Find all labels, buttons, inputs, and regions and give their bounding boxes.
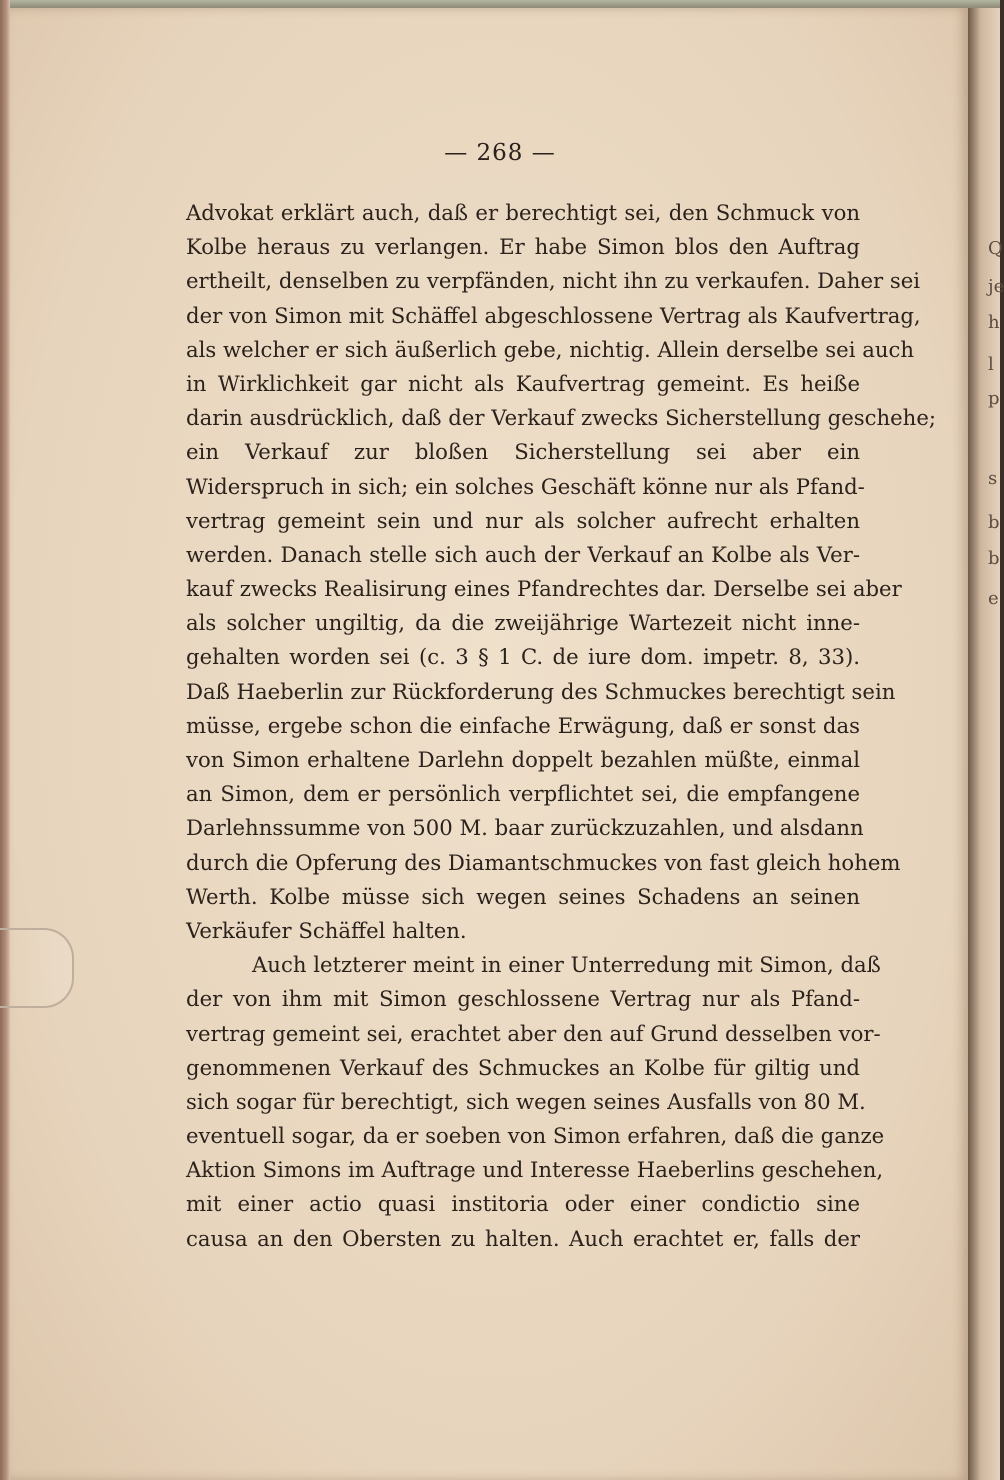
- text-line: an Simon, dem er persönlich verpflichtet sei, die empfangene: [186, 781, 860, 807]
- margin-fragment: p: [988, 388, 1000, 409]
- text-line: ein Verkauf zur bloßen Sicherstellung sei aber ein: [186, 439, 860, 465]
- text-line: als solcher ungiltig, da die zweijährige Wartezeit nicht inne-: [186, 610, 860, 636]
- text-line: vertrag gemeint sei, erachtet aber den auf Grund desselben vor-: [186, 1020, 881, 1046]
- text-line: Daß Haeberlin zur Rückforderung des Schmuckes berechtigt sein: [186, 678, 896, 704]
- text-line: eventuell sogar, da er soeben von Simon erfahren, daß die ganze: [186, 1123, 885, 1149]
- page-stack-edge: [0, 0, 10, 1480]
- margin-fragment: Q: [988, 238, 1003, 259]
- text-line: in Wirklichkeit gar nicht als Kaufvertrag gemeint. Es heiße: [186, 370, 860, 396]
- margin-fragment: l: [988, 354, 994, 375]
- text-line: kauf zwecks Realisirung eines Pfandrechtes dar. Derselbe sei aber: [186, 576, 902, 602]
- margin-fragment: je: [988, 276, 1004, 297]
- text-line: vertrag gemeint sein und nur als solcher aufrecht erhalten: [186, 507, 860, 533]
- text-line: gehalten worden sei (c. 3 § 1 C. de iure dom. impetr. 8, 33).: [186, 644, 860, 670]
- margin-fragment: e: [988, 588, 999, 609]
- text-line: müsse, ergebe schon die einfache Erwägung, daß er sonst das: [186, 712, 860, 738]
- margin-fragment: s: [988, 468, 998, 489]
- page-clip-tab: [0, 928, 74, 1008]
- text-line: Widerspruch in sich; ein solches Geschäft könne nur als Pfand-: [186, 473, 865, 499]
- text-line: der von Simon mit Schäffel abgeschlossene Vertrag als Kaufvertrag,: [186, 302, 921, 328]
- text-line: werden. Danach stelle sich auch der Verkauf an Kolbe als Ver-: [186, 541, 860, 567]
- text-line: Verkäufer Schäffel halten.: [186, 917, 467, 943]
- margin-fragment: h: [988, 312, 1000, 333]
- text-line: darin ausdrücklich, daß der Verkauf zwecks Sicherstellung geschehe;: [186, 405, 937, 431]
- text-line: genommenen Verkauf des Schmuckes an Kolbe für giltig und: [186, 1054, 860, 1080]
- text-line: Darlehnssumme von 500 M. baar zurückzuzahlen, und alsdann: [186, 815, 864, 841]
- text-line: causa an den Obersten zu halten. Auch erachtet er, falls der: [186, 1225, 860, 1251]
- page-number: — 268 —: [444, 140, 556, 166]
- margin-fragment: b: [988, 512, 1000, 533]
- text-line: ertheilt, denselben zu verpfänden, nicht ihn zu verkaufen. Daher sei: [186, 268, 921, 294]
- body-text: [186, 196, 937, 1256]
- text-line: Werth. Kolbe müsse sich wegen seines Schadens an seinen: [186, 883, 860, 909]
- text-line: von Simon erhaltene Darlehn doppelt bezahlen müßte, einmal: [186, 747, 860, 772]
- text-line: Auch letzterer meint in einer Unterredung mit Simon, daß: [252, 952, 881, 978]
- margin-fragment: b: [988, 548, 1000, 569]
- text-line: Kolbe heraus zu verlangen. Er habe Simon blos den Auftrag: [186, 234, 860, 260]
- text-line: Aktion Simons im Auftrage und Interesse Haeberlins geschehen,: [186, 1157, 884, 1183]
- text-line: durch die Opferung des Diamantschmuckes von fast gleich hohem: [186, 849, 901, 875]
- text-line: Advokat erklärt auch, daß er berechtigt sei, den Schmuck von: [186, 200, 860, 225]
- text-line: als welcher er sich äußerlich gebe, nichtig. Allein derselbe sei auch: [186, 336, 915, 362]
- top-color-strip: [0, 0, 1000, 8]
- book-gutter: [968, 8, 1000, 1480]
- text-line: sich sogar für berechtigt, sich wegen seines Ausfalls von 80 M.: [186, 1088, 866, 1114]
- text-line: mit einer actio quasi institoria oder einer condictio sine: [186, 1191, 860, 1217]
- text-line: der von ihm mit Simon geschlossene Vertrag nur als Pfand-: [186, 986, 860, 1012]
